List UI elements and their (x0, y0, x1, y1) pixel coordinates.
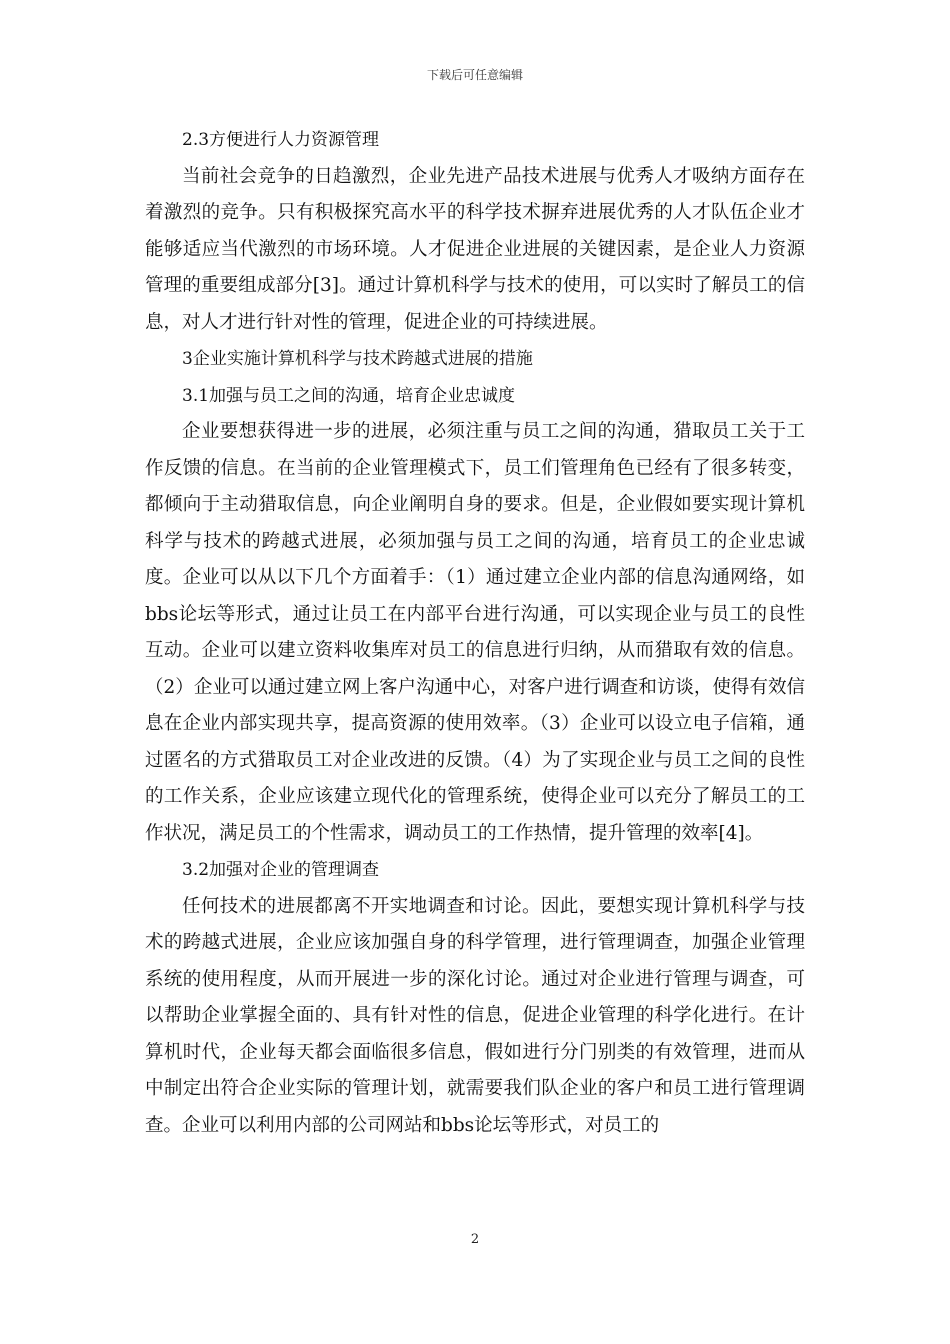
paragraph-employee-communication: 企业要想获得进一步的进展，必须注重与员工之间的沟通，猎取员工关于工作反馈的信息。在当前的企业管理模式下，员工们管理角色已经有了很多转变，都倾向于主动猎取信息，向企业阐明自身的要求。但是，企业假如要实现计算机科学与技术的跨越式进展，必须加强与员工之间的沟通，培育员工的企业忠诚度。企业可以从以下几个方面着手：（1）通过建立企业内部的信息沟通网络，如bbs论坛等形式，通过让员工在内部平台进行沟通，可以实现企业与员工的良性互动。企业可以建立资料收集库对员工的信息进行归纳，从而猎取有效的信息。（2）企业可以通过建立网上客户沟通中心，对客户进行调查和访谈，使得有效信息在企业内部实现共享，提高资源的使用效率。（3）企业可以设立电子信箱，通过匿名的方式猎取员工对企业改进的反馈。（4）为了实现企业与员工之间的良性的工作关系，企业应该建立现代化的管理系统，使得企业可以充分了解员工的工作状况，满足员工的个性需求，调动员工的工作热情，提升管理的效率[4]。 (145, 421, 805, 844)
section-heading-2-3: 2.3方便进行人力资源管理 (182, 130, 380, 150)
document-body (145, 122, 805, 1144)
section-heading-3-2: 3.2加强对企业的管理调查 (182, 860, 380, 880)
page-number: 2 (470, 1232, 480, 1247)
paragraph-management-survey: 任何技术的进展都离不开实地调查和讨论。因此，要想实现计算机科学与技术的跨越式进展，企业应该加强自身的科学管理，进行管理调查，加强企业管理系统的使用程度，从而开展进一步的深化讨论。通过对企业进行管理与调查，可以帮助企业掌握全面的、具有针对性的信息，促进企业管理的科学化进行。在计算机时代，企业每天都会面临很多信息，假如进行分门别类的有效管理，进而从中制定出符合企业实际的管理计划，就需要我们队企业的客户和员工进行管理调查。企业可以利用内部的公司网站和bbs论坛等形式，对员工的 (145, 895, 805, 1136)
page-header: 下载后可任意编辑 (426, 68, 523, 82)
section-heading-3-1: 3.1加强与员工之间的沟通，培育企业忠诚度 (182, 385, 516, 406)
paragraph-hr-management: 当前社会竞争的日趋激烈，企业先进产品技术进展与优秀人才吸纳方面存在着激烈的竞争。只有积极探究高水平的科学技术摒弃进展优秀的人才队伍企业才能够适应当代激烈的市场环境。人才促进企业进展的关键因素，是企业人力资源管理的重要组成部分[3]。通过计算机科学与技术的使用，可以实时了解员工的信息，对人才进行针对性的管理，促进企业的可持续进展。 (145, 165, 805, 333)
section-heading-3: 3企业实施计算机科学与技术跨越式进展的措施 (182, 349, 533, 369)
